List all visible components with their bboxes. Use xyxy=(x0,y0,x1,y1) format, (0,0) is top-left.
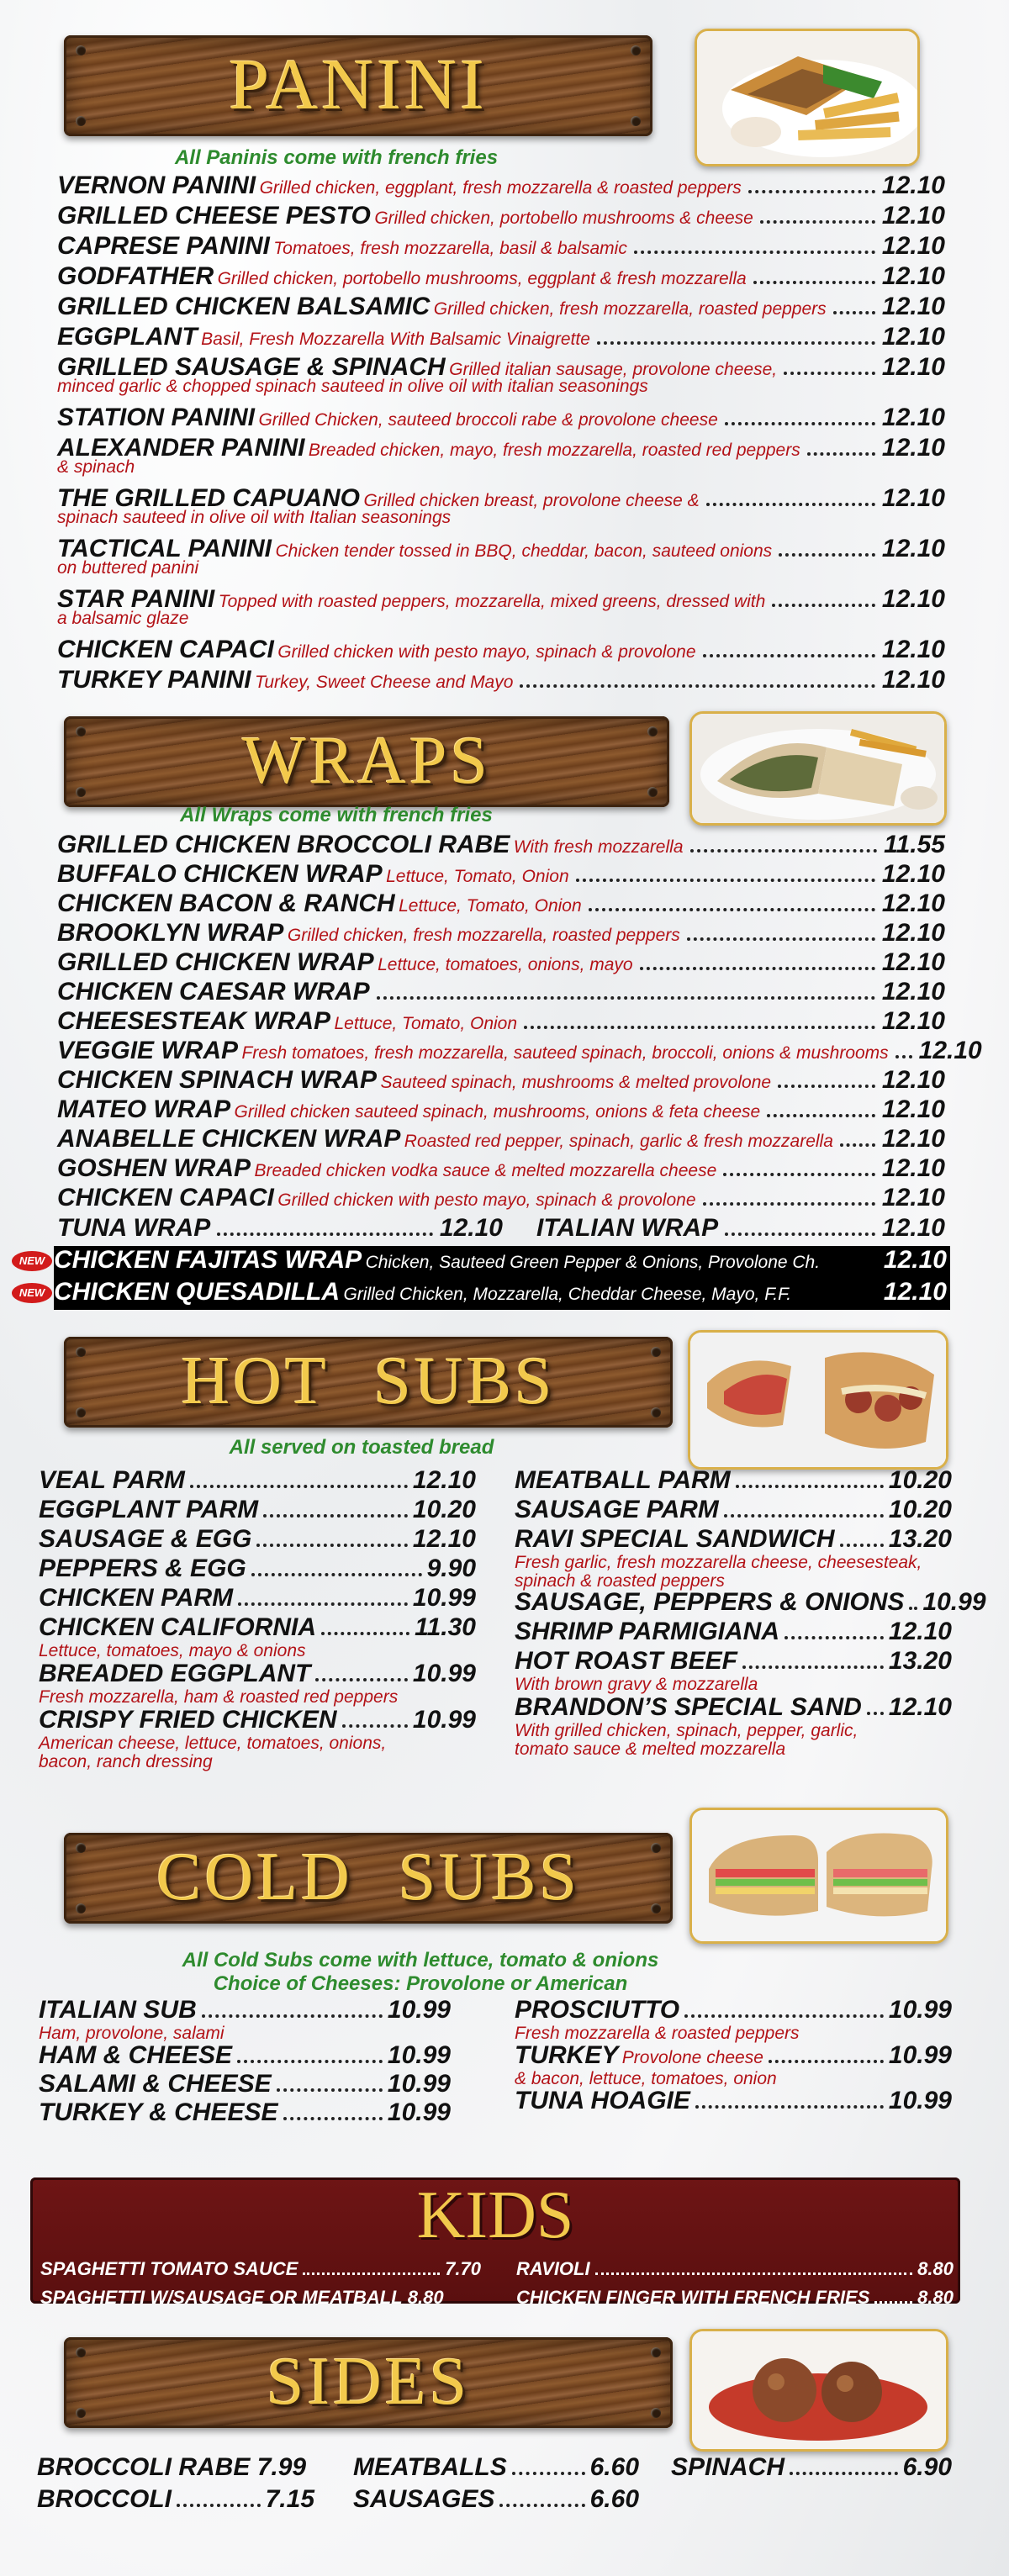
item-name: TURKEY PANINI xyxy=(57,666,251,694)
wraps-photo xyxy=(689,711,947,826)
menu-item xyxy=(515,1466,952,1495)
sides-title: SIDES xyxy=(266,2345,471,2419)
item-name: GRILLED CHICKEN WRAP xyxy=(57,948,374,976)
item-price: 12.10 xyxy=(881,293,945,320)
item-price: 12.10 xyxy=(881,1007,945,1035)
item-price: 10.20 xyxy=(888,1466,952,1494)
item-price: 12.10 xyxy=(881,1095,945,1123)
item-name: CHICKEN FAJITAS WRAP xyxy=(54,1246,362,1274)
item-desc: Lettuce, tomatoes, onions, mayo xyxy=(378,955,633,974)
item-price: 12.10 xyxy=(881,666,945,694)
panini-photo xyxy=(695,29,920,166)
item-price: 12.10 xyxy=(881,919,945,947)
menu-item xyxy=(57,1095,945,1126)
item-name: CHICKEN CAESAR WRAP xyxy=(57,978,370,1006)
item-name: CHEESESTEAK WRAP xyxy=(57,1007,331,1035)
item-desc: Grilled chicken, portobello mushrooms & cheese xyxy=(374,209,753,228)
menu-item xyxy=(57,666,945,696)
item-desc: Grilled chicken with pesto mayo, spinach & provolone xyxy=(277,1190,696,1210)
item-desc: With brown gravy & mozzarella xyxy=(515,1675,758,1694)
menu-item xyxy=(57,1125,945,1155)
item-name: VEAL PARM xyxy=(39,1466,185,1494)
item-name: ANABELLE CHICKEN WRAP xyxy=(57,1125,401,1153)
item-name: TACTICAL PANINI xyxy=(57,535,272,562)
kids-item xyxy=(516,2258,954,2280)
item-price: 12.10 xyxy=(881,1066,945,1094)
item-desc: With fresh mozzarella xyxy=(513,837,684,857)
item-price: 12.10 xyxy=(883,1246,947,1274)
new-badge: NEW xyxy=(12,1283,52,1303)
menu-item xyxy=(57,919,945,949)
item-desc: Grilled chicken, eggplant, fresh mozzarella & roasted peppers xyxy=(259,178,742,198)
item-name: BROCCOLI RABE xyxy=(37,2453,251,2481)
item-price: 6.60 xyxy=(589,2485,639,2513)
item-name: SAUSAGE PARM xyxy=(515,1496,719,1523)
menu-item xyxy=(515,1693,952,1759)
tuna-italian-row xyxy=(57,1214,945,1244)
item-name: ITALIAN WRAP xyxy=(536,1214,719,1242)
menu-item xyxy=(57,978,945,1008)
item-name: GRILLED SAUSAGE & SPINACH xyxy=(57,353,446,381)
item-desc-cont: bacon, ranch dressing xyxy=(39,1752,213,1771)
menu-item xyxy=(39,1613,476,1660)
item-price: 10.99 xyxy=(922,1588,986,1616)
item-desc: Lettuce, Tomato, Onion xyxy=(386,867,569,886)
item-desc: With grilled chicken, spinach, pepper, garlic, xyxy=(515,1721,858,1740)
item-desc: Grilled italian sausage, provolone cheese, xyxy=(449,360,778,379)
menu-item xyxy=(57,889,945,920)
item-price: 12.10 xyxy=(881,202,945,230)
item-price: 12.10 xyxy=(881,535,945,562)
item-price: 10.99 xyxy=(387,2041,451,2069)
menu-item xyxy=(57,948,945,979)
menu-item xyxy=(57,434,945,477)
item-price: 12.10 xyxy=(439,1214,503,1242)
item-price: 10.99 xyxy=(412,1706,476,1734)
item-name: MEATBALL PARM xyxy=(515,1466,731,1494)
menu-item xyxy=(39,2041,451,2070)
menu-item xyxy=(57,484,945,527)
item-price: 10.99 xyxy=(387,2070,451,2098)
item-price: 10.20 xyxy=(412,1496,476,1523)
item-price: 8.80 xyxy=(407,2287,444,2308)
item-price: 10.99 xyxy=(387,1996,451,2024)
menu-item xyxy=(39,1466,476,1495)
menu-item xyxy=(57,1037,982,1067)
item-name: CHICKEN QUESADILLA xyxy=(54,1278,341,1306)
menu-item xyxy=(57,232,945,262)
item-desc: Grilled chicken, fresh mozzarella, roasted peppers xyxy=(433,299,827,319)
item-price: 12.10 xyxy=(888,1693,952,1721)
panini-note: All Paninis come with french fries xyxy=(174,146,499,169)
menu-item xyxy=(57,1007,945,1037)
item-price: 12.10 xyxy=(881,1184,945,1211)
kids-item xyxy=(40,2258,481,2280)
menu-item xyxy=(57,353,945,396)
item-name: HOT ROAST BEEF xyxy=(515,1647,738,1675)
item-desc: Grilled chicken sauteed spinach, mushrooms, onions & feta cheese xyxy=(234,1102,761,1122)
kids-title: KIDS xyxy=(416,2178,574,2252)
item-desc-cont: tomato sauce & melted mozzarella xyxy=(515,1739,786,1759)
item-desc: Provolone cheese xyxy=(621,2048,763,2067)
item-name: ALEXANDER PANINI xyxy=(57,434,305,462)
item-price: 6.90 xyxy=(902,2453,952,2481)
wraps-title: WRAPS xyxy=(242,724,491,798)
item-price: 12.10 xyxy=(881,948,945,976)
item-price: 9.90 xyxy=(426,1555,476,1582)
item-name: THE GRILLED CAPUANO xyxy=(57,484,360,512)
menu-item xyxy=(515,1996,952,2043)
item-price: 12.10 xyxy=(881,232,945,260)
hot-subs-title: HOT SUBS xyxy=(181,1344,556,1418)
menu-item xyxy=(57,636,945,666)
item-name: MATEO WRAP xyxy=(57,1095,231,1123)
kids-item xyxy=(40,2287,481,2309)
item-price: 10.99 xyxy=(888,2041,952,2069)
side-item xyxy=(37,2453,314,2482)
menu-item xyxy=(515,1588,986,1617)
menu-item xyxy=(39,1555,476,1583)
item-price: 10.20 xyxy=(888,1496,952,1523)
menu-item xyxy=(515,2087,952,2115)
cold-subs-note: All Cold Subs come with lettuce, tomato & onions xyxy=(182,1949,659,1972)
item-desc: Lettuce, tomatoes, mayo & onions xyxy=(39,1641,306,1660)
menu-item xyxy=(57,1066,945,1096)
menu-item xyxy=(57,1184,945,1214)
item-name: HAM & CHEESE xyxy=(39,2041,233,2069)
item-name: CHICKEN CAPACI xyxy=(57,1184,274,1211)
item-name: CRISPY FRIED CHICKEN xyxy=(39,1706,337,1734)
menu-item xyxy=(57,293,945,323)
menu-item xyxy=(57,404,945,434)
item-price: 12.10 xyxy=(881,262,945,290)
wraps-header xyxy=(64,716,669,807)
side-item xyxy=(671,2453,952,2482)
menu-item xyxy=(39,1584,476,1613)
item-desc: Fresh mozzarella, ham & roasted red peppers xyxy=(39,1687,399,1707)
item-price: 11.55 xyxy=(884,831,945,858)
sides-photo xyxy=(689,2329,948,2452)
item-price: 12.10 xyxy=(881,434,945,462)
item-name: BROOKLYN WRAP xyxy=(57,919,284,947)
item-desc: Grilled Chicken, Mozzarella, Cheddar Cheese, Mayo, F.F. xyxy=(343,1285,792,1304)
item-name: CHICKEN SPINACH WRAP xyxy=(57,1066,378,1094)
menu-item xyxy=(515,1647,952,1694)
item-price: 10.99 xyxy=(387,2098,451,2126)
menu-item xyxy=(57,323,945,353)
item-name: SAUSAGES xyxy=(353,2485,495,2513)
item-name: EGGPLANT PARM xyxy=(39,1496,259,1523)
item-desc-cont: & spinach xyxy=(57,457,135,477)
item-desc: Chicken, Sauteed Green Pepper & Onions, Provolone Ch. xyxy=(365,1253,821,1272)
item-name: CHICKEN BACON & RANCH xyxy=(57,889,395,917)
item-desc: Grilled chicken with pesto mayo, spinach & provolone xyxy=(277,642,696,662)
menu-item xyxy=(57,172,945,202)
item-price: 12.10 xyxy=(881,172,945,199)
item-desc-cont: spinach & roasted peppers xyxy=(515,1571,725,1591)
menu-item xyxy=(57,262,945,293)
item-price: 12.10 xyxy=(881,1214,945,1242)
item-desc: Lettuce, Tomato, Onion xyxy=(334,1014,518,1033)
item-name: CHICKEN FINGER WITH FRENCH FRIES xyxy=(516,2287,870,2308)
item-price: 12.10 xyxy=(412,1525,476,1553)
item-name: SALAMI & CHEESE xyxy=(39,2070,272,2098)
item-desc: Turkey, Sweet Cheese and Mayo xyxy=(255,673,514,692)
item-name: TURKEY xyxy=(515,2041,619,2069)
item-price: 8.80 xyxy=(917,2287,954,2308)
item-price: 7.70 xyxy=(445,2258,481,2279)
item-name: GRILLED CHICKEN BALSAMIC xyxy=(57,293,431,320)
new-badge: NEW xyxy=(12,1251,52,1271)
menu-item xyxy=(39,2098,451,2127)
item-desc: & bacon, lettuce, tomatoes, onion xyxy=(515,2069,777,2088)
item-name: RAVIOLI xyxy=(516,2258,590,2279)
item-price: 12.10 xyxy=(881,636,945,663)
kids-box xyxy=(30,2177,960,2304)
menu-item xyxy=(39,1706,476,1771)
item-name: RAVI SPECIAL SANDWICH xyxy=(515,1525,835,1553)
item-desc-cont: a balsamic glaze xyxy=(57,609,189,628)
item-desc: American cheese, lettuce, tomatoes, onions, xyxy=(39,1734,387,1753)
item-name: EGGPLANT xyxy=(57,323,198,351)
menu-item xyxy=(57,202,945,232)
item-name: SAUSAGE & EGG xyxy=(39,1525,252,1553)
item-price: 12.10 xyxy=(881,585,945,613)
item-name: SHRIMP PARMIGIANA xyxy=(515,1618,779,1645)
item-name: TUNA HOAGIE xyxy=(515,2087,690,2114)
item-desc: Tomatoes, fresh mozzarella, basil & balsamic xyxy=(273,239,627,258)
item-price: 12.10 xyxy=(881,860,945,888)
item-price: 12.10 xyxy=(881,484,945,512)
item-name: BROCCOLI xyxy=(37,2485,172,2513)
item-name: TUNA WRAP xyxy=(57,1214,211,1242)
menu-item xyxy=(515,1618,952,1646)
item-desc: Grilled chicken breast, provolone cheese & xyxy=(363,491,700,510)
item-name: BREADED EGGPLANT xyxy=(39,1660,311,1687)
item-name: PROSCIUTTO xyxy=(515,1996,680,2024)
item-desc: Grilled chicken, portobello mushrooms, eggplant & fresh mozzarella xyxy=(217,269,747,288)
item-name: STAR PANINI xyxy=(57,585,215,613)
side-item xyxy=(37,2485,314,2514)
menu-item xyxy=(57,535,945,578)
item-name: TURKEY & CHEESE xyxy=(39,2098,278,2126)
menu-item xyxy=(57,831,945,861)
item-desc: Fresh mozzarella & roasted peppers xyxy=(515,2024,800,2043)
item-price: 12.10 xyxy=(883,1278,947,1306)
menu-item xyxy=(57,585,945,628)
item-name: GODFATHER xyxy=(57,262,214,290)
item-price: 10.99 xyxy=(888,1996,952,2024)
menu-item xyxy=(57,860,945,890)
item-name: CHICKEN PARM xyxy=(39,1584,234,1612)
item-name: SPINACH xyxy=(671,2453,785,2481)
menu-item xyxy=(515,2041,952,2088)
item-price: 13.20 xyxy=(888,1525,952,1553)
panini-title: PANINI xyxy=(229,44,488,124)
item-price: 6.60 xyxy=(589,2453,639,2481)
item-name: ITALIAN SUB xyxy=(39,1996,197,2024)
item-name: VEGGIE WRAP xyxy=(57,1037,239,1064)
item-desc: Roasted red pepper, spinach, garlic & fresh mozzarella xyxy=(404,1132,833,1151)
item-name: CHICKEN CAPACI xyxy=(57,636,274,663)
cold-subs-header xyxy=(64,1833,673,1924)
item-name: BRANDON’S SPECIAL SAND xyxy=(515,1693,862,1721)
sides-header xyxy=(64,2337,673,2428)
item-price: 13.20 xyxy=(888,1647,952,1675)
item-price: 12.10 xyxy=(881,1125,945,1153)
item-name: CHICKEN CALIFORNIA xyxy=(39,1613,316,1641)
item-price: 12.10 xyxy=(881,1154,945,1182)
item-name: SPAGHETTI W/SAUSAGE OR MEATBALL xyxy=(40,2287,403,2308)
item-desc: Grilled chicken, fresh mozzarella, roasted peppers xyxy=(287,926,680,945)
menu-item xyxy=(39,1996,451,2043)
item-price: 12.10 xyxy=(881,978,945,1006)
menu-item xyxy=(57,1154,945,1185)
item-desc-cont: minced garlic & chopped spinach sauteed in olive oil with italian seasonings xyxy=(57,377,648,396)
item-name: CAPRESE PANINI xyxy=(57,232,270,260)
wraps-note: All Wraps come with french fries xyxy=(180,804,493,826)
item-price: 8.80 xyxy=(917,2258,954,2279)
hot-subs-header xyxy=(64,1337,673,1428)
item-name: SAUSAGE, PEPPERS & ONIONS xyxy=(515,1588,905,1616)
item-name: GRILLED CHEESE PESTO xyxy=(57,202,371,230)
item-desc: Sauteed spinach, mushrooms & melted provolone xyxy=(380,1073,772,1092)
item-name: STATION PANINI xyxy=(57,404,255,431)
new-item-row xyxy=(54,1278,950,1310)
item-name: PEPPERS & EGG xyxy=(39,1555,246,1582)
item-price: 12.10 xyxy=(881,353,945,381)
item-price: 12.10 xyxy=(881,404,945,431)
menu-item xyxy=(515,1525,952,1591)
item-price: 12.10 xyxy=(918,1037,982,1064)
item-price: 12.10 xyxy=(881,889,945,917)
menu-item xyxy=(39,1525,476,1554)
menu-item xyxy=(515,1496,952,1524)
cold-subs-cheese-note: Choice of Cheeses: Provolone or American xyxy=(213,1972,628,1995)
item-name: BUFFALO CHICKEN WRAP xyxy=(57,860,383,888)
hot-subs-photo xyxy=(688,1330,948,1470)
item-price: 12.10 xyxy=(412,1466,476,1494)
item-price: 7.15 xyxy=(265,2485,314,2513)
new-item-row xyxy=(54,1246,950,1278)
item-desc: Breaded chicken vodka sauce & melted mozzarella cheese xyxy=(254,1161,717,1180)
item-price: 10.99 xyxy=(412,1660,476,1687)
item-name: SPAGHETTI TOMATO SAUCE xyxy=(40,2258,298,2279)
kids-item xyxy=(516,2287,954,2309)
item-price: 12.10 xyxy=(881,323,945,351)
menu-item xyxy=(39,1660,476,1707)
cold-subs-photo xyxy=(689,1808,948,1944)
item-desc: Breaded chicken, mayo, fresh mozzarella, roasted red peppers xyxy=(308,441,800,460)
item-name: GRILLED CHICKEN BROCCOLI RABE xyxy=(57,831,510,858)
item-name: MEATBALLS xyxy=(353,2453,507,2481)
item-price: 11.30 xyxy=(415,1613,476,1641)
item-price: 12.10 xyxy=(888,1618,952,1645)
item-desc-cont: spinach sauteed in olive oil with Italian seasonings xyxy=(57,508,452,527)
item-desc: Chicken tender tossed in BBQ, cheddar, bacon, sauteed onions xyxy=(275,541,773,561)
item-desc: Topped with roasted peppers, mozzarella, mixed greens, dressed with xyxy=(218,592,766,611)
item-desc: Basil, Fresh Mozzarella With Balsamic Vinaigrette xyxy=(201,330,590,349)
item-price: 7.99 xyxy=(256,2453,307,2481)
item-desc: Lettuce, Tomato, Onion xyxy=(399,896,582,916)
item-desc: Fresh tomatoes, fresh mozzarella, sauteed spinach, broccoli, onions & mushrooms xyxy=(241,1043,889,1063)
item-price: 10.99 xyxy=(412,1584,476,1612)
item-price: 10.99 xyxy=(888,2087,952,2114)
side-item xyxy=(353,2485,639,2514)
panini-header xyxy=(64,35,652,136)
menu-item xyxy=(39,2070,451,2098)
item-name: VERNON PANINI xyxy=(57,172,256,199)
item-desc-cont: on buttered panini xyxy=(57,558,199,578)
side-item xyxy=(353,2453,639,2482)
menu-item xyxy=(39,1496,476,1524)
item-desc: Fresh garlic, fresh mozzarella cheese, cheesesteak, xyxy=(515,1553,922,1572)
item-name: GOSHEN WRAP xyxy=(57,1154,251,1182)
cold-subs-title: COLD SUBS xyxy=(156,1840,580,1914)
hot-subs-note: All served on toasted bread xyxy=(229,1436,494,1459)
item-desc: Grilled Chicken, sauteed broccoli rabe & provolone cheese xyxy=(258,410,718,430)
item-desc: Ham, provolone, salami xyxy=(39,2024,225,2043)
